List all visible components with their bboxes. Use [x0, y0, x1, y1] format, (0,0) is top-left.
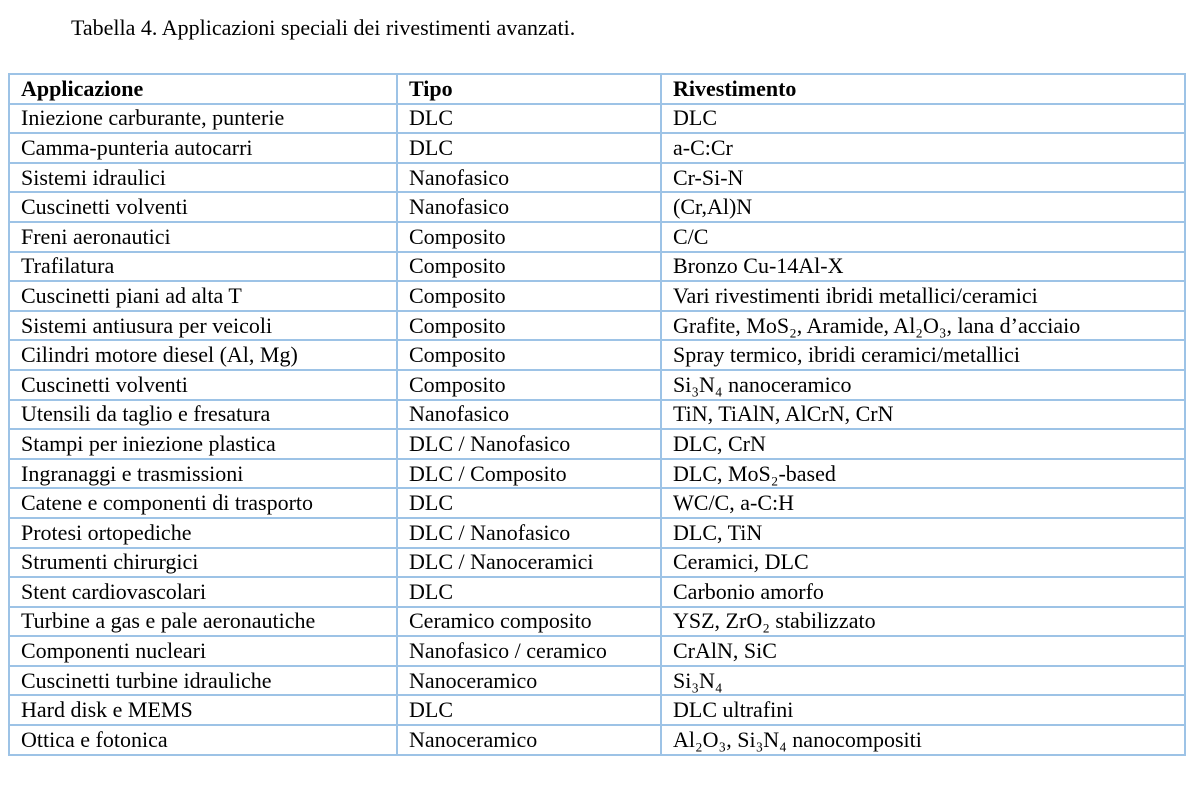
cell-tipo: Composito	[397, 370, 661, 400]
cell-rivestimento: C/C	[661, 222, 1185, 252]
table-row	[9, 636, 1185, 666]
table-row	[9, 459, 1185, 489]
cell-tipo: DLC / Composito	[397, 459, 661, 489]
table-row	[9, 311, 1185, 341]
cell-tipo: Composito	[397, 281, 661, 311]
cell-tipo: Composito	[397, 222, 661, 252]
table-row	[9, 222, 1185, 252]
table-row	[9, 370, 1185, 400]
cell-tipo: DLC / Nanoceramici	[397, 548, 661, 578]
cell-rivestimento: TiN, TiAlN, AlCrN, CrN	[661, 400, 1185, 430]
cell-applicazione: Cilindri motore diesel (Al, Mg)	[9, 340, 397, 370]
cell-rivestimento: Al₂O₃, Si₃N₄ nanocompositi	[661, 725, 1185, 755]
cell-rivestimento: DLC, MoS₂-based	[661, 459, 1185, 489]
header-rivestimento: Rivestimento	[661, 74, 1185, 104]
cell-tipo: Nanofasico	[397, 192, 661, 222]
cell-applicazione: Iniezione carburante, punterie	[9, 104, 397, 134]
cell-tipo: DLC	[397, 104, 661, 134]
cell-tipo: Nanoceramico	[397, 725, 661, 755]
cell-rivestimento: DLC ultrafini	[661, 695, 1185, 725]
cell-rivestimento: Vari rivestimenti ibridi metallici/ceramici	[661, 281, 1185, 311]
table-row	[9, 133, 1185, 163]
coatings-table	[8, 73, 1186, 756]
cell-applicazione: Protesi ortopediche	[9, 518, 397, 548]
cell-rivestimento: Spray termico, ibridi ceramici/metallici	[661, 340, 1185, 370]
table-row	[9, 281, 1185, 311]
table-row	[9, 548, 1185, 578]
cell-tipo: DLC	[397, 488, 661, 518]
cell-rivestimento: Si₃N₄ nanoceramico	[661, 370, 1185, 400]
cell-applicazione: Strumenti chirurgici	[9, 548, 397, 578]
cell-rivestimento: Si₃N₄	[661, 666, 1185, 696]
cell-rivestimento: YSZ, ZrO₂ stabilizzato	[661, 607, 1185, 637]
cell-applicazione: Camma-punteria autocarri	[9, 133, 397, 163]
cell-rivestimento: Grafite, MoS₂, Aramide, Al₂O₃, lana d’acciaio	[661, 311, 1185, 341]
cell-tipo: Ceramico composito	[397, 607, 661, 637]
cell-applicazione: Catene e componenti di trasporto	[9, 488, 397, 518]
cell-tipo: DLC	[397, 133, 661, 163]
table-row	[9, 577, 1185, 607]
cell-rivestimento: a-C:Cr	[661, 133, 1185, 163]
cell-rivestimento: CrAlN, SiC	[661, 636, 1185, 666]
header-tipo: Tipo	[397, 74, 661, 104]
cell-tipo: Nanoceramico	[397, 666, 661, 696]
cell-applicazione: Sistemi antiusura per veicoli	[9, 311, 397, 341]
cell-tipo: DLC / Nanofasico	[397, 429, 661, 459]
cell-applicazione: Cuscinetti volventi	[9, 370, 397, 400]
cell-rivestimento: DLC	[661, 104, 1185, 134]
cell-applicazione: Sistemi idraulici	[9, 163, 397, 193]
table-caption: Tabella 4. Applicazioni speciali dei rivestimenti avanzati.	[71, 15, 576, 40]
table-row	[9, 192, 1185, 222]
cell-applicazione: Ottica e fotonica	[9, 725, 397, 755]
cell-rivestimento: Bronzo Cu-14Al-X	[661, 252, 1185, 282]
cell-applicazione: Cuscinetti volventi	[9, 192, 397, 222]
cell-applicazione: Hard disk e MEMS	[9, 695, 397, 725]
cell-rivestimento: Carbonio amorfo	[661, 577, 1185, 607]
cell-rivestimento: DLC, TiN	[661, 518, 1185, 548]
cell-applicazione: Trafilatura	[9, 252, 397, 282]
cell-tipo: DLC / Nanofasico	[397, 518, 661, 548]
table-row	[9, 163, 1185, 193]
cell-tipo: Nanofasico	[397, 400, 661, 430]
cell-tipo: Nanofasico / ceramico	[397, 636, 661, 666]
cell-applicazione: Componenti nucleari	[9, 636, 397, 666]
table-row	[9, 518, 1185, 548]
cell-rivestimento: (Cr,Al)N	[661, 192, 1185, 222]
table-row	[9, 695, 1185, 725]
cell-applicazione: Cuscinetti turbine idrauliche	[9, 666, 397, 696]
table-row	[9, 666, 1185, 696]
table-row	[9, 488, 1185, 518]
cell-tipo: DLC	[397, 695, 661, 725]
cell-applicazione: Stampi per iniezione plastica	[9, 429, 397, 459]
cell-applicazione: Utensili da taglio e fresatura	[9, 400, 397, 430]
table-row	[9, 340, 1185, 370]
cell-applicazione: Cuscinetti piani ad alta T	[9, 281, 397, 311]
table-row	[9, 400, 1185, 430]
cell-tipo: Nanofasico	[397, 163, 661, 193]
cell-applicazione: Stent cardiovascolari	[9, 577, 397, 607]
table-row	[9, 104, 1185, 134]
cell-tipo: Composito	[397, 340, 661, 370]
cell-rivestimento: DLC, CrN	[661, 429, 1185, 459]
cell-rivestimento: Ceramici, DLC	[661, 548, 1185, 578]
table-row	[9, 725, 1185, 755]
cell-tipo: DLC	[397, 577, 661, 607]
table-row	[9, 252, 1185, 282]
table-row	[9, 429, 1185, 459]
cell-tipo: Composito	[397, 311, 661, 341]
cell-tipo: Composito	[397, 252, 661, 282]
cell-rivestimento: Cr-Si-N	[661, 163, 1185, 193]
cell-applicazione: Turbine a gas e pale aeronautiche	[9, 607, 397, 637]
cell-rivestimento: WC/C, a-C:H	[661, 488, 1185, 518]
cell-applicazione: Ingranaggi e trasmissioni	[9, 459, 397, 489]
header-applicazione: Applicazione	[9, 74, 397, 104]
table-header-row	[9, 74, 1185, 104]
cell-applicazione: Freni aeronautici	[9, 222, 397, 252]
table-row	[9, 607, 1185, 637]
